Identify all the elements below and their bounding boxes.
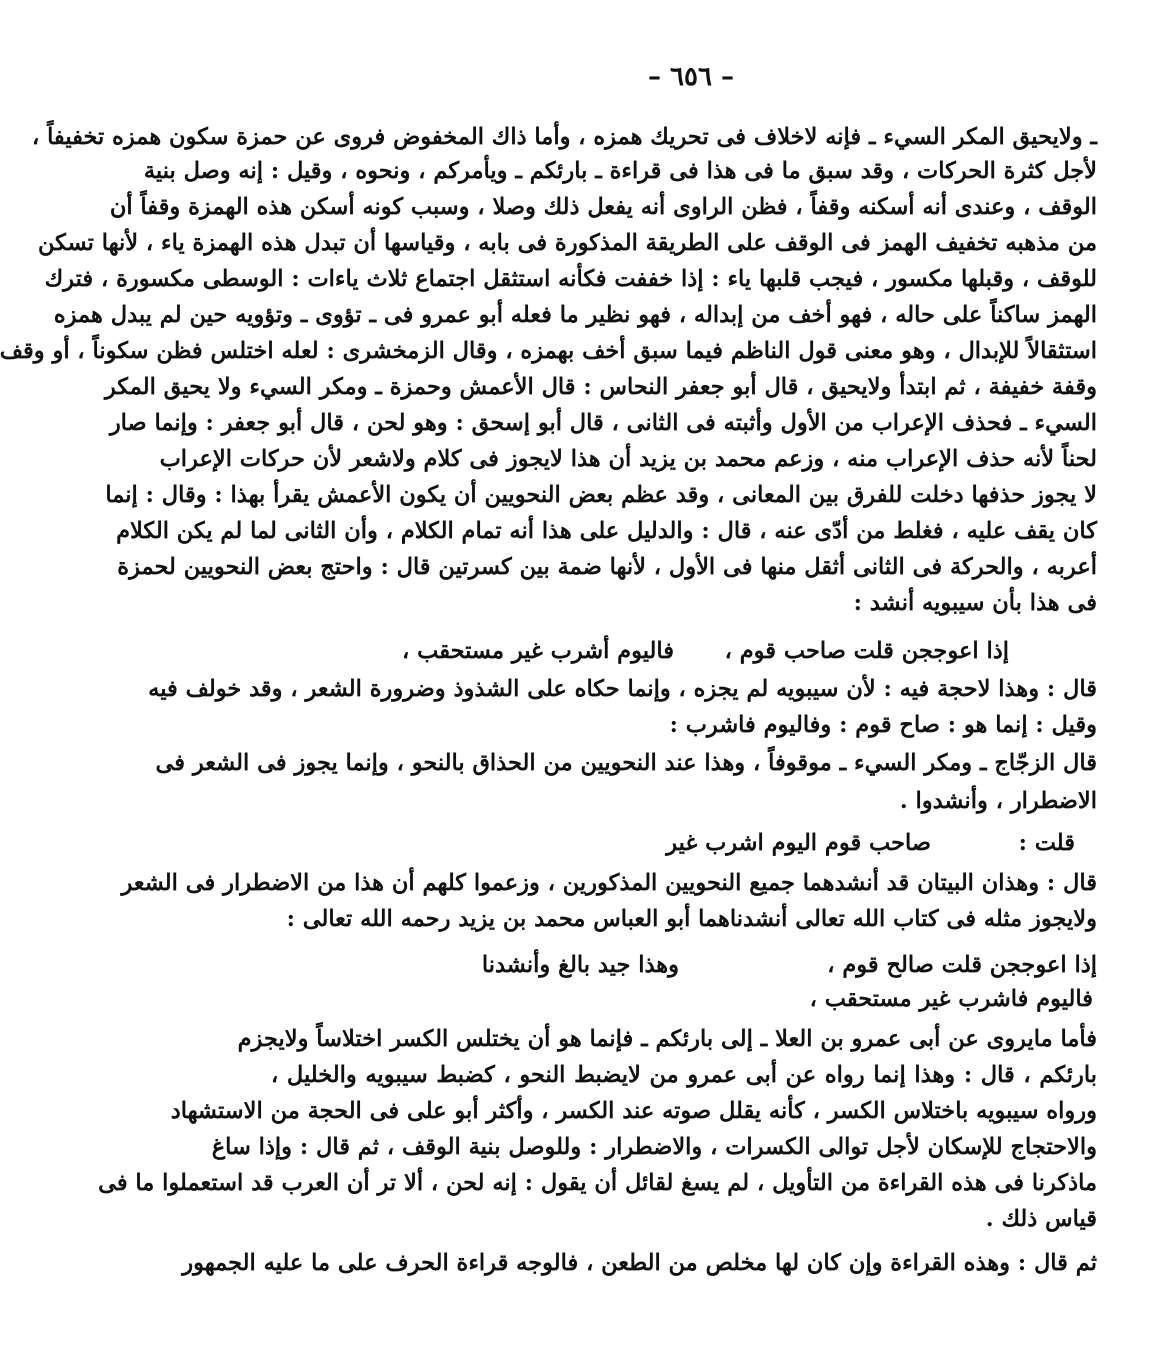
text-line: ورواه سيبويه باختلاس الكسر ، كأنه يقلل صوته عند الكسر ، وأكثر أبو على فى الحجة من الاستشهاد [170, 1098, 1097, 1124]
verse-hemistich: وهذا جيد بالغ وأنشدنا [481, 952, 679, 978]
text-line: فى هذا بأن سيبويه أنشد : [853, 590, 1097, 616]
text-line: من مذهبه تخفيف الهمز فى الوقف على الطريقة المذكورة فى بابه ، وقياسها أن تبدل هذه الهمزة ياء ، لأنها تسكن [38, 230, 1097, 256]
text-line: لأجل كثرة الحركات ، وقد سبق ما فى هذا فى قراءة ـ بارئكم ـ ويأمركم ، ونحوه ، وقيل : إنه وصل بنية [143, 158, 1097, 184]
verse-hemistich: إذا اعوججن قلت صاحب قوم ، [724, 638, 1009, 664]
text-line: كان يقف عليه ، فغلط من أدّى عنه ، قال : والدليل على هذا أنه تمام الكلام ، وأن الثانى لما لم يكن الكلام [116, 518, 1097, 544]
text-line: وقيل : إنما هو : صاح قوم : وفاليوم فاشرب : [669, 712, 1097, 738]
text-line: السيء ـ فحذف الإعراب من الأول وأثبته فى الثانى ، قال أبو إسحق : وهو لحن ، قال أبو جعفر : وإنما صار [109, 410, 1097, 436]
text-line: ـ ولايحيق المكر السيء ـ فإنه لاخلاف فى تحريك همزه ، وأما ذاك المخفوض فروى عن حمزة سكون همزه تخفيفاً ، [31, 124, 1097, 150]
text-line: الاضطرار ، وأنشدوا . [899, 788, 1097, 814]
text-line: ماذكرنا فى هذه القراءة من التأويل ، لم يسغ لقائل أن يقول : إنه لحن ، ألا تر أن العرب قد استعملوا ما فى [98, 1170, 1097, 1196]
text-line: لا يجوز حذفها دخلت للفرق بين المعانى ، وقد عظم بعض النحويين أن يكون الأعمش يقرأ بهذا : وقال : إنما [105, 482, 1097, 508]
text-line: ثم قال : وهذه القراءة وإن كان لها مخلص من الطعن ، فالوجه قراءة الحرف على ما عليه الجمهور [182, 1250, 1097, 1276]
text-line: الهمز ساكناً على حاله ، فهو أخف من إبداله ، فهو نظير ما فعله أبو عمرو فى ـ تؤوى ـ وتؤويه حين لم يبدل همزه [53, 302, 1097, 328]
text-line: ولايجوز مثله فى كتاب الله تعالى أنشدناهما أبو العباس محمد بن يزيد رحمه الله تعالى : [286, 906, 1097, 932]
verse-line: صاحب قوم اليوم اشرب غير [666, 830, 931, 856]
page-number: – ٦٥٦ – [647, 62, 735, 92]
text-line: بارئكم ، قال : وهذا إنما رواه عن أبى عمرو من لايضبط النحو ، كضبط سيبويه والخليل ، [271, 1062, 1097, 1088]
text-line: قال : وهذان البيتان قد أنشدهما جميع النحويين المذكورين ، وزعموا كلهم أن هذا من الاضطرار فى الشعر [121, 870, 1097, 896]
text-line: والاحتجاج للإسكان لأجل توالى الكسرات ، والاضطرار : وللوصل بنية الوقف ، ثم قال : وإذا ساغ [211, 1134, 1097, 1160]
text-line: قال : وهذا لاحجة فيه : لأن سيبويه لم يجزه ، وإنما حكاه على الشذوذ وضرورة الشعر ، وقد خولف فيه [148, 676, 1097, 702]
text-line: للوقف ، وقبلها مكسور ، فيجب قلبها ياء : إذا خففت فكأنه استثقل اجتماع ثلاث ياءات : الوسطى مكسورة ، فترك [44, 266, 1097, 292]
text-line: قال الزجّاج ـ ومكر السيء ـ موقوفاً ، وهذا عند النحويين من الحذاق بالنحو ، وإنما يجوز فى الشعر فى [155, 750, 1097, 776]
verse-hemistich: فاليوم أشرب غير مستحقب ، [402, 638, 674, 664]
verse-label: قلت : [1018, 830, 1075, 856]
text-line: أعربه ، والحركة فى الثانى أثقل منها فى الأول ، لأنها ضمة بين كسرتين قال : واحتج بعض النحويين لحمزة [117, 554, 1097, 580]
text-line: استثقالاً للإبدال ، وهو معنى قول الناظم فيما سبق أخف بهمزه ، وقال الزمخشرى : لعله اختلس فظن سكوناً ، أو وقف [0, 338, 1097, 364]
text-line: وقفة خفيفة ، ثم ابتدأ ولايحيق ، قال أبو جعفر النحاس : قال الأعمش وحمزة ـ ومكر السيء ولا يحيق المكر [104, 374, 1097, 400]
verse-hemistich: إذا اعوججن قلت صالح قوم ، [827, 952, 1097, 978]
verse-line: فاليوم فاشرب غير مستحقب ، [809, 986, 1093, 1012]
text-line: قياس ذلك . [985, 1206, 1097, 1232]
text-line: الوقف ، وعندى أنه أسكنه وقفاً ، فظن الراوى أنه يفعل ذلك وصلا ، وسبب كونه أسكن هذه الهمزة وقفاً أن [109, 194, 1097, 220]
text-line: لحناً لأنه حذف الإعراب منه ، وزعم محمد بن يزيد أن هذا لايجوز فى كلام ولاشعر لأن حركات الإعراب [159, 446, 1097, 472]
text-line: فأما مايروى عن أبى عمرو بن العلا ـ إلى بارئكم ـ فإنما هو أن يختلس الكسر اختلاساً ولايجزم [237, 1026, 1097, 1052]
